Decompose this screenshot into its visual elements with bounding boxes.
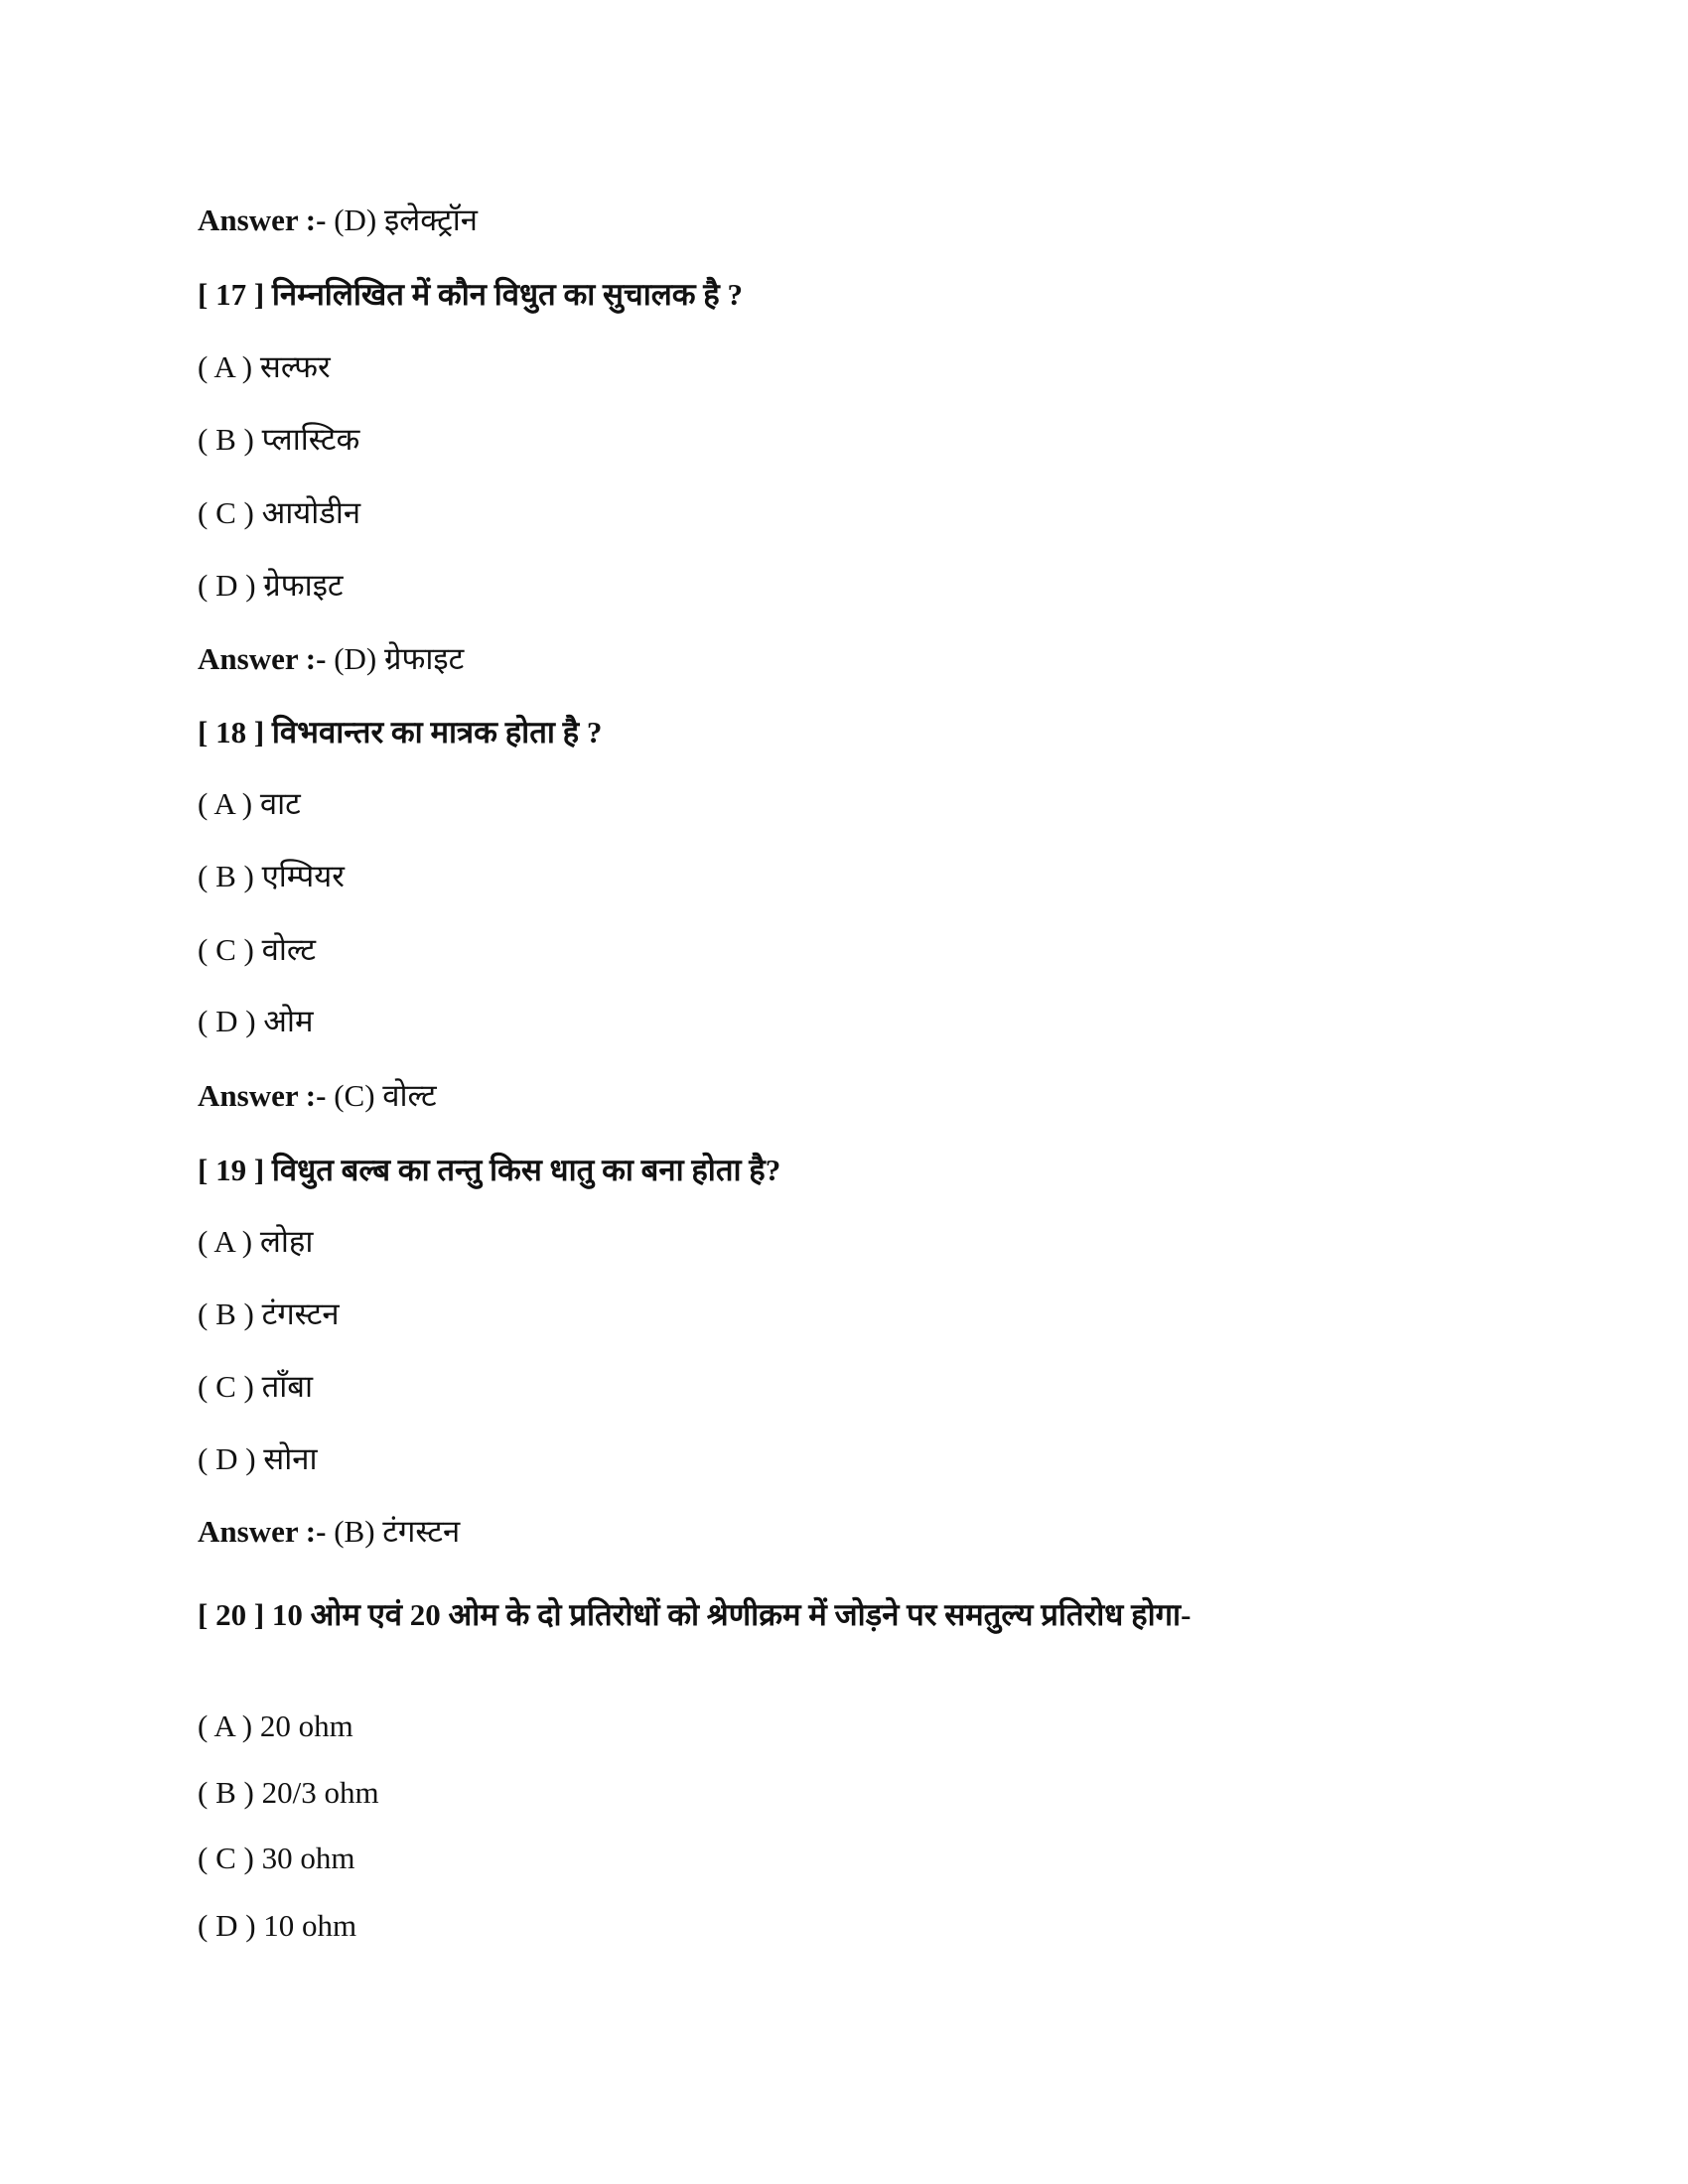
option-letter: ( B )	[198, 422, 254, 457]
question-text: 10 ओम एवं 20 ओम के दो प्रतिरोधों को श्रेणीक्रम में जोड़ने पर समतुल्य प्रतिरोध होगा-	[271, 1597, 1192, 1632]
option-18-d	[198, 1002, 314, 1041]
option-17-a	[198, 347, 331, 387]
question-text: निम्नलिखित में कौन विधुत का सुचालक है ?	[271, 277, 744, 312]
answer-value: (B) टंगस्टन	[334, 1514, 461, 1549]
answer-label: Answer :-	[198, 641, 327, 676]
question-text: विभवान्तर का मात्रक होता है ?	[271, 715, 603, 750]
option-text: ताँबा	[261, 1369, 314, 1404]
option-letter: ( D )	[198, 568, 256, 603]
option-letter: ( B )	[198, 1775, 254, 1810]
option-letter: ( D )	[198, 1441, 256, 1476]
question-20	[198, 1588, 1429, 1641]
option-letter: ( C )	[198, 932, 254, 967]
question-18	[198, 706, 1429, 758]
option-20-c	[198, 1839, 354, 1878]
option-text: सोना	[263, 1441, 318, 1476]
option-letter: ( A )	[198, 1708, 253, 1743]
option-text: प्लास्टिक	[261, 422, 360, 457]
answer-line-q18	[198, 1076, 437, 1116]
option-text: आयोडीन	[261, 495, 361, 530]
option-text: 20/3 ohm	[261, 1775, 379, 1810]
option-19-a	[198, 1222, 313, 1262]
option-18-b	[198, 857, 345, 896]
question-number: [ 17 ]	[198, 277, 265, 312]
option-text: ओम	[263, 1004, 314, 1038]
option-20-d	[198, 1906, 356, 1946]
option-20-a	[198, 1706, 353, 1746]
option-text: टंगस्टन	[261, 1297, 340, 1331]
answer-value: (D) इलेक्ट्रॉन	[334, 203, 478, 237]
answer-line-q16	[198, 201, 478, 240]
option-19-c	[198, 1367, 313, 1407]
answer-label: Answer :-	[198, 1514, 327, 1549]
option-letter: ( A )	[198, 786, 253, 821]
option-18-c	[198, 930, 316, 970]
question-17	[198, 268, 1429, 321]
option-text: वोल्ट	[261, 932, 316, 967]
option-19-b	[198, 1295, 340, 1334]
option-text: 10 ohm	[263, 1908, 357, 1943]
question-number: [ 18 ]	[198, 715, 265, 750]
option-letter: ( C )	[198, 495, 254, 530]
option-letter: ( C )	[198, 1369, 254, 1404]
option-text: 20 ohm	[259, 1708, 353, 1743]
option-text: लोहा	[259, 1224, 314, 1259]
question-19	[198, 1144, 1429, 1196]
answer-value: (D) ग्रेफाइट	[334, 641, 465, 676]
answer-line-q19	[198, 1512, 460, 1552]
answer-label: Answer :-	[198, 203, 327, 237]
question-number: [ 20 ]	[198, 1597, 265, 1632]
answer-line-q17	[198, 639, 464, 679]
option-text: एम्पियर	[261, 859, 345, 893]
option-letter: ( B )	[198, 859, 254, 893]
option-text: 30 ohm	[261, 1841, 355, 1875]
option-letter: ( B )	[198, 1297, 254, 1331]
option-text: सल्फर	[259, 349, 331, 384]
answer-label: Answer :-	[198, 1078, 327, 1113]
option-17-d	[198, 566, 344, 606]
answer-value: (C) वोल्ट	[334, 1078, 437, 1113]
option-letter: ( D )	[198, 1004, 256, 1038]
option-letter: ( D )	[198, 1908, 256, 1943]
question-number: [ 19 ]	[198, 1153, 265, 1187]
option-17-c	[198, 493, 360, 533]
option-18-a	[198, 784, 301, 824]
question-text: विधुत बल्ब का तन्तु किस धातु का बना होता है?	[271, 1153, 781, 1187]
option-20-b	[198, 1773, 379, 1813]
option-letter: ( A )	[198, 1224, 253, 1259]
option-letter: ( C )	[198, 1841, 254, 1875]
option-text: वाट	[259, 786, 301, 821]
option-17-b	[198, 420, 359, 460]
option-text: ग्रेफाइट	[263, 568, 344, 603]
option-19-d	[198, 1439, 318, 1479]
option-letter: ( A )	[198, 349, 253, 384]
